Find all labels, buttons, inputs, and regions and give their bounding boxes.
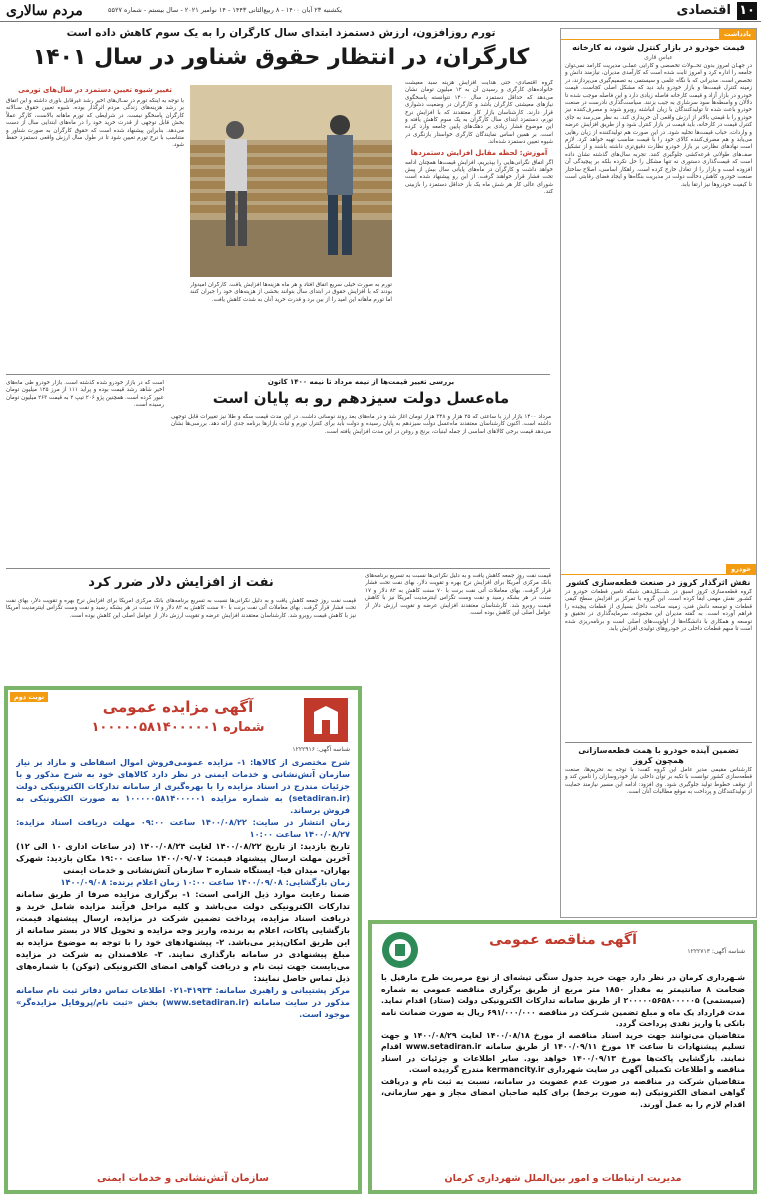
section-title: اقتصادی <box>676 3 731 18</box>
headline-kicker: تورم روزافزون، ارزش دستمزد ابتدای سال کارگران را به یک سوم کاهش داده است <box>66 27 496 39</box>
tender-ad-title: آگهی مناقصه عمومی <box>489 932 637 948</box>
auction-ad-title: آگهی مزایده عمومی <box>102 698 254 716</box>
left-sidebar-article <box>6 86 184 372</box>
tender-ad <box>368 920 757 1194</box>
article-body-future: کارشناس مقیمی مدیر عامل این گروه گفت: با توجه به تحریم‌ها، صنعت قطعه‌سازی کشور توانست با تکیه بر توان داخلی نیاز خودروسازان را تامین کند و از توقف خطوط تولید جلوگیری شود. وی افزود: ادامه این مسیر نیازمند حمایت از تولیدکنندگان و پرداخت به موقع مطالبات آنان است. <box>565 767 752 796</box>
auction-paragraph-4: زمان بازگشایی: ۱۴۰۰/۰۹/۰۸ ساعت ۱۰:۰۰ زمان اعلام برنده: ۱۴۰۰/۰۹/۰۸ <box>60 877 350 887</box>
auction-paragraph-1: شرح مختصری از کالاها: ۱- مزایده عمومی‌فروش اموال اسقاطی و مازاد بر نیاز سازمان آتش‌نشانی و خدمات ایمنی در نظر دارد کالاهای خود به شرح مذکور و با جزئیات مندرج در اسناد مزایده را با بهره‌گیری از سامانه تدارکات الکترونیکی دولت (setadiran.ir) به شماره مزایده ۱۰۰۰۰۰۵۸۱۴۰۰۰۰۰۱ به صورت الکترونیکی به فروش برساند. <box>16 757 350 815</box>
page-header <box>0 0 761 22</box>
auction-paragraph-2: زمان انتشار در سایت: ۱۴۰۰/۰۸/۲۲ ساعت ۰۹:۰۰ مهلت دریافت اسناد مزایده: ۱۴۰۰/۰۸/۲۷ ساعت ۱۰:۰۰ <box>16 817 350 839</box>
column-tag-bar <box>561 29 756 40</box>
column-author: عباس قاری <box>644 54 673 61</box>
column-tag-bar-2 <box>561 564 756 575</box>
kerman-municipality-logo-icon <box>380 930 420 970</box>
lead-paragraph-2: اگر اتفاق نگرانی‌هایی را بپذیریم، افزایش قیمت‌ها همچنان ادامه خواهد داشت و کارگران در ماه‌های پایانی سال بیش از پیش تحت فشار قرار خواهند گرفت. از این رو پیشنهاد شده است شورای عالی کار هر شش ماه یک بار حداقل دستمزد را بازبینی کند. <box>405 159 553 196</box>
workers-illustration <box>190 85 392 277</box>
divider <box>565 742 752 743</box>
auction-ad-body <box>16 756 350 1176</box>
sidebar-title: تغییر شیوه تعیین دستمزد در سال‌های تورمی <box>18 86 172 94</box>
tender-paragraph-2: متقاضیان می‌توانند جهت خرید اسناد مناقصه از مورخ ۱۴۰۰/۰۸/۱۸ لغایت ۱۴۰۰/۰۸/۲۹ و جهت تسلیم پیشنهادات تا ساعت ۱۴ مورخ ۱۴۰۰/۰۹/۱۱ از طریق سامانه www.setadiran.ir اقدام نمایند. بازگشایی پاکت‌ها مورخ ۱۴۰۰/۰۹/۱۳ خواهد بود. سایر اطلاعات و جزئیات در اسناد مناقصه و اطلاعات تکمیلی آگهی در سایت شهرداری kermancity.ir مندرج گردیده است. <box>381 1030 745 1074</box>
section2-kicker: بررسی تغییر قیمت‌ها از نیمه مرداد تا نیمه ۱۴۰۰ کاتون <box>267 378 455 386</box>
sidebar-body: با توجه به اینکه تورم در سـال‌های اخیر رشد غیرقابل باوری داشته و این اتفاق بر رشد هزینه‌های زندگی مردم اثرگذار بوده، شیوه تعیین حقوق سـالانه کارگران پاسخگو نیست. در شرایطی که تورم ماهانه بالاست، کارگر عملاً بخش قابل توجهی از قدرت خرید خود را در ماه‌های ابتدایی سال از دست می‌دهد. بنابراین پیشنهاد شده است که حقوق کارگران به صورت شناور و متناسب با نرخ تورم تعیین شود تا در طول سال ارزش واقعی دستمزد حفظ شود. <box>6 98 184 149</box>
section-divider <box>6 374 550 375</box>
section3-body-right: قیمت نفت روز جمعه کاهش یافت و به دلیل نگرانی‌ها نسبت به تسریع برنامه‌های بانک مرکزی آمریکا برای افزایش نرخ بهره و تقویت دلار، بهای نفت تحت فشار قرار گرفت. بهای معاملات آتی نفت برنت با ۷۰ سنت کاهش به ۸۲ دلار و ۱۷ سنت در هر بشکه رسید و نفت وست تگزاس اینترمدیت آمریکا نیز با کاهش قیمت روبرو شد. کارشناسان معتقدند افزایش عرضه و تقویت ارزش دلار از عوامل اصلی این کاهش بوده است. <box>365 573 551 617</box>
lead-subhead: آموزش: لحظه مقابل افزایش دستمزدها <box>410 148 548 157</box>
right-column <box>560 28 757 918</box>
article-body-kroz: گروه قطعه‌سازی کروز اسبق در شـــکل‌دهی شبکه تامین قطعات خودرو در کشـور نقش مهمی ایفا کرده است. این گروه با تمرکز بر افزایش سطح کیفی قطعات و توسعه دانش فنی، زمینه ساخت داخل بسیاری از قطعات پیچیده را فراهم آورده است. به گفته مدیران این مجموعه، سرمایه‌گذاری در تحقیق و توسعه و همکاری با دانشگاه‌ها از اولویت‌های اصلی است و برنامه‌ریزی شده است تا سهم قطعات داخلی در خودروهای تولیدی افزایش یابد. <box>565 589 752 633</box>
lead-paragraph: گروه اقتصادی- حتی هدایت افزایش هزینه سبد معیشت خانواده‌های کارگری و رسیدن آن به ۱۲ میلیون تومان نشان می‌دهد که حداقل دستمزد سال ۱۴۰۰ نتوانسته پاسخگوی نیازهای معیشتی کارگران باشد و کارگران در وضعیت دشواری قرار دارند. کارشناسان بازار کار معتقدند که با افزایش نرخ تورم، دستمزد ابتدای سال کارگران به یک سوم کاهش یافته و این موضوع فشار زیادی بر دهک‌های پایین جامعه وارد کرده است. بر همین اساس نمایندگان کارگری خواستار بازنگری در شیوه تعیین دستمزد شده‌اند. <box>405 80 553 146</box>
auction-paragraph-3: تاریخ بازدید: از تاریخ ۱۴۰۰/۰۸/۲۲ لغایت ۱۴۰۰/۰۸/۲۴ (در ساعات اداری ۱۰ الی ۱۲) آخرین مهلت ارسال پیشنهاد قیمت: ۱۴۰۰/۰۹/۰۷ ساعت ۱۹:۰۰ مکان بازدید: شهرک بهاران- میدان قبا- ایستگاه شماره ۳ سازمان آتش‌نشانی و خدمات ایمنی <box>16 841 350 875</box>
tender-ad-body <box>381 972 745 1170</box>
column-tag-2: خودرو <box>726 564 756 574</box>
dateline: یکشنبه ۲۳ آبان ۱۴۰۰ - ۸ ربیع‌الثانی ۱۴۴۳ - ۱۴ نوامبر ۲۰۲۱ - سال بیستم - شماره ۵۵۲۷ <box>108 6 342 14</box>
article-title-kroz: نقش اثرگذار کروز در صنعت قطعه‌سازی کشور <box>566 578 751 587</box>
auction-number-value: ۱۰۰۰۰۰۵۸۱۴۰۰۰۰۰۱ <box>91 720 219 735</box>
tender-ad-ref: شناسه آگهی: ۱۲۲۲۷۱۳ <box>687 948 745 955</box>
section2-headline: ماه‌عسل دولت سیزدهم رو به پایان است <box>212 389 510 407</box>
section3-headline: نفت از افزایش دلار ضرر کرد <box>88 575 274 590</box>
main-headline: کارگران، در انتظار حقوق شناور در سال ۱۴۰۱ <box>32 45 530 70</box>
tender-ad-footer: مدیریت ارتباطات و امور بین‌الملل شهرداری کرمان <box>444 1173 682 1184</box>
auction-paragraph-5: ضمنا رعایت موارد ذیل الزامی است: ۱- برگزاری مزایده صرفا از طریق سامانه تدارکات الکترونیکی دولت می‌باشد و کلیه مراحل فرآیند مزایده شامل خرید و دریافت اسناد مزایده، پرداخت تضمین شرکت در مزایده، ارسال پیشنهاد قیمت، بازگشایی پاکات، اعلام به برنده، واریز وجه مزایده و تحویل کالا در بستر سامانه از این طریق امکان‌پذیر می‌باشد. ۲- پیشنهادهای خود را با توجه به موضوع مزایده به مبلغ پیشنهادی در سامانه بارگذاری نمایند. ۳- علاقمندان به شرکت در مزایده می‌بایست جهت ثبت نام و دریافت گواهی امضای الکترونیکی (توکن) با شماره‌های ذیل تماس حاصل نمایند: <box>16 889 350 983</box>
fire-department-logo-icon <box>302 696 350 744</box>
section-divider-2 <box>6 568 550 569</box>
section2-body: مرداد ۱۴۰۰ بازار ارز با ساعتی که ۲۵ هزار و ۳۴۸ هزار تومان آغاز شد و در ماه‌های بعد روند نوسانی داشت. در این مدت قیمت سکه و طلا نیز تغییرات قابل توجهی داشته است. اکنون کارشناسان معتقدند ماه‌عسل دولت سیزدهم به پایان رسیده و دولت باید برای کنترل تورم و ثبات بازارها برنامه جدی ارائه دهد. بررسی‌ها نشان می‌دهد قیمت برخی کالاهای اساسی از جمله لبنیات، برنج و روغن در این مدت افزایش یافته است. <box>171 414 551 435</box>
tender-paragraph-3: متقاضیان شرکت در مناقصه در صورت عدم عضویت در سامانه، نسبت به ثبت نام و دریافت گواهی امضای الکترونیکی (به صورت برخط) برای کلیه صاحبان امضای مجاز و مهر سازمانی، اقدام لازم را به عمل آورند. <box>381 1076 745 1109</box>
ad-badge: نوبت دوم <box>10 692 48 702</box>
column-body: در جهـان امروز بدون تحــولات تخصصی و کارآیی عملـی مدیریت کارآمد نمی‌توان جامعه را اداره کرد و امروز ثابت شده است که کارآمدی مدیران، نیازمند دانش و تخصص است. مدیرانی که با نگاه علمی و سیستمی به تصمیم‌گیری می‌پردازند، در زمینه کنترل قیمت‌ها و بازار خودرو باید دید که مشکل اصلی کجاست. قیمت خودرو در بازار آزاد و قیمت کارخانه فاصله زیادی دارد و این فاصله موجب شده تا دلالان و واسطه‌ها سود سرشاری به جیب بزنند. سیاست‌گذاری نادرست در صنعت خودرو باعث شده تا تولیدکنندگان با زیان انباشته روبرو شوند و مصرف‌کننده نیز خودرو را با قیمتی بالاتر از ارزش واقعی آن خریداری کند. به نظر می‌رسد به جای کنترل قیمت در کارخانه، باید قیمت در بازار کنترل شود و از طریق افزایش عرضه و واردات، حباب قیمت‌ها تخلیه شود. در این صورت هم تولیدکننده از زیان رهایی می‌یابد و هم مصرف‌کننده کالای خود را با قیمت مناسب تهیه خواهد کرد. لازم است نهادهای نظارتی بر بازار خودرو نظارت دقیق‌تری داشته باشند و از تشکیل صف‌های طولانی قرعه‌کشی جلوگیری کنند. تجربه سال‌های گذشته نشان داده است که قیمت‌گذاری دستوری نه تنها مشکل را حل نکرده بلکه بر پیچیدگی آن افزوده است و بازار را از تعادل خارج کرده است. راهکار اساسی، اصلاح ساختار صنعت خودرو، کاهش دخالت دولت در مدیریت بنگاه‌ها و ایجاد فضای رقابتی است تا کیفیت خودروها نیز ارتقا یابد. <box>565 63 752 188</box>
auction-ad-ref: شناسه آگهی: ۱۲۲۲۹۱۶ <box>292 746 350 753</box>
auction-ad-number <box>68 720 288 735</box>
newspaper-logo: مردم سالاری <box>6 3 83 19</box>
auction-contact: مرکز پشتیبانی و راهبری سامانه: ۴۱۹۳۴-۰۲۱ اطلاعات تماس دفاتر ثبت نام سامانه مذکور در سایت سامانه (www.setadiran.ir) بخش «ثبت نام/پروفایل مزایده‌گر» موجود است. <box>16 985 350 1019</box>
auction-ad <box>4 686 362 1194</box>
article-title-future: تضمین آینده خودرو با همت قطعه‌سازانی همچون کروز <box>578 746 739 765</box>
page-number: ۱۰ <box>737 2 757 20</box>
column-tag: یادداشت <box>719 29 756 39</box>
photo-caption-text: تورم به صورت خیلی سریع اتفاق افتاد و هر ماه هزینه‌ها افزایش یافت. کارگران امیدوار بودند که با افزایش حقوق در ابتدای سال بتوانند بخشی از هزینه‌های خود را جبران کنند اما تورم ماهانه این امید را از بین برد و قدرت خرید آنان به شدت کاهش یافت. <box>190 282 392 303</box>
tender-paragraph-1: شـهرداری کرمان در نظر دارد جهت خرید جدول سنگی تیشه‌ای از نوع مرمریت طرح مارفیل با ضخامت ۸ سانتیمتر به مقدار ۱۸۵۰ متر مربع از طریق برگزاری مناقصه عمومی به شماره (سیستمی) ۲۰۰۰۰۰۵۶۵۸۰۰۰۰۰۵ از طریق سامانه تدارکات الکترونیکی دولت (ستاد) اقدام نماید. مدت قرارداد یک ماه و مبلغ تضمین شـرکت در مناقصه ۶۹۱/۰۰۰/۰۰۰ ریال به صورت ضمانت نامه بانکی یا واریز نقدی پرداخت گردد. <box>381 973 745 1028</box>
auction-ad-footer: سازمان آتش‌نشانی و خدمات ایمنی <box>97 1173 269 1184</box>
lead-article-body <box>405 80 553 298</box>
column-title: قیمت خودرو در بازار کنترل شود، نه کارخانه <box>572 43 745 52</box>
workers-photo <box>190 85 392 277</box>
section2-side-body: است که در بازار خودرو شده گذشته است. بازار خودرو طی ماه‌های اخیر شاهد رشد قیمت بوده و پراید ۱۱۱ از مرز ۱۲۵ میلیون تومان عبور کرده است. همچنین پژو ۲۰۶ تیپ ۲ به قیمت ۲۶۳ میلیون تومان رسیده است. <box>6 380 164 409</box>
auction-number-label: شماره <box>222 720 265 735</box>
section3-body-left: قیمت نفت روز جمعه کاهش یافت و به دلیل نگرانی‌ها نسبت به تسریع برنامه‌های بانک مرکزی آمریکا برای افزایش نرخ بهره و تقویت دلار، بهای نفت تحت فشار قرار گرفت. بهای معاملات آتی نفت برنت با ۷۰ سنت کاهش به ۸۲ دلار و ۱۷ سنت در هر بشکه رسید و نفت وست تگزاس اینترمدیت آمریکا نیز با کاهش قیمت روبرو شد. کارشناسان معتقدند افزایش عرضه و تقویت ارزش دلار از عوامل اصلی این کاهش بوده است. <box>6 598 356 619</box>
